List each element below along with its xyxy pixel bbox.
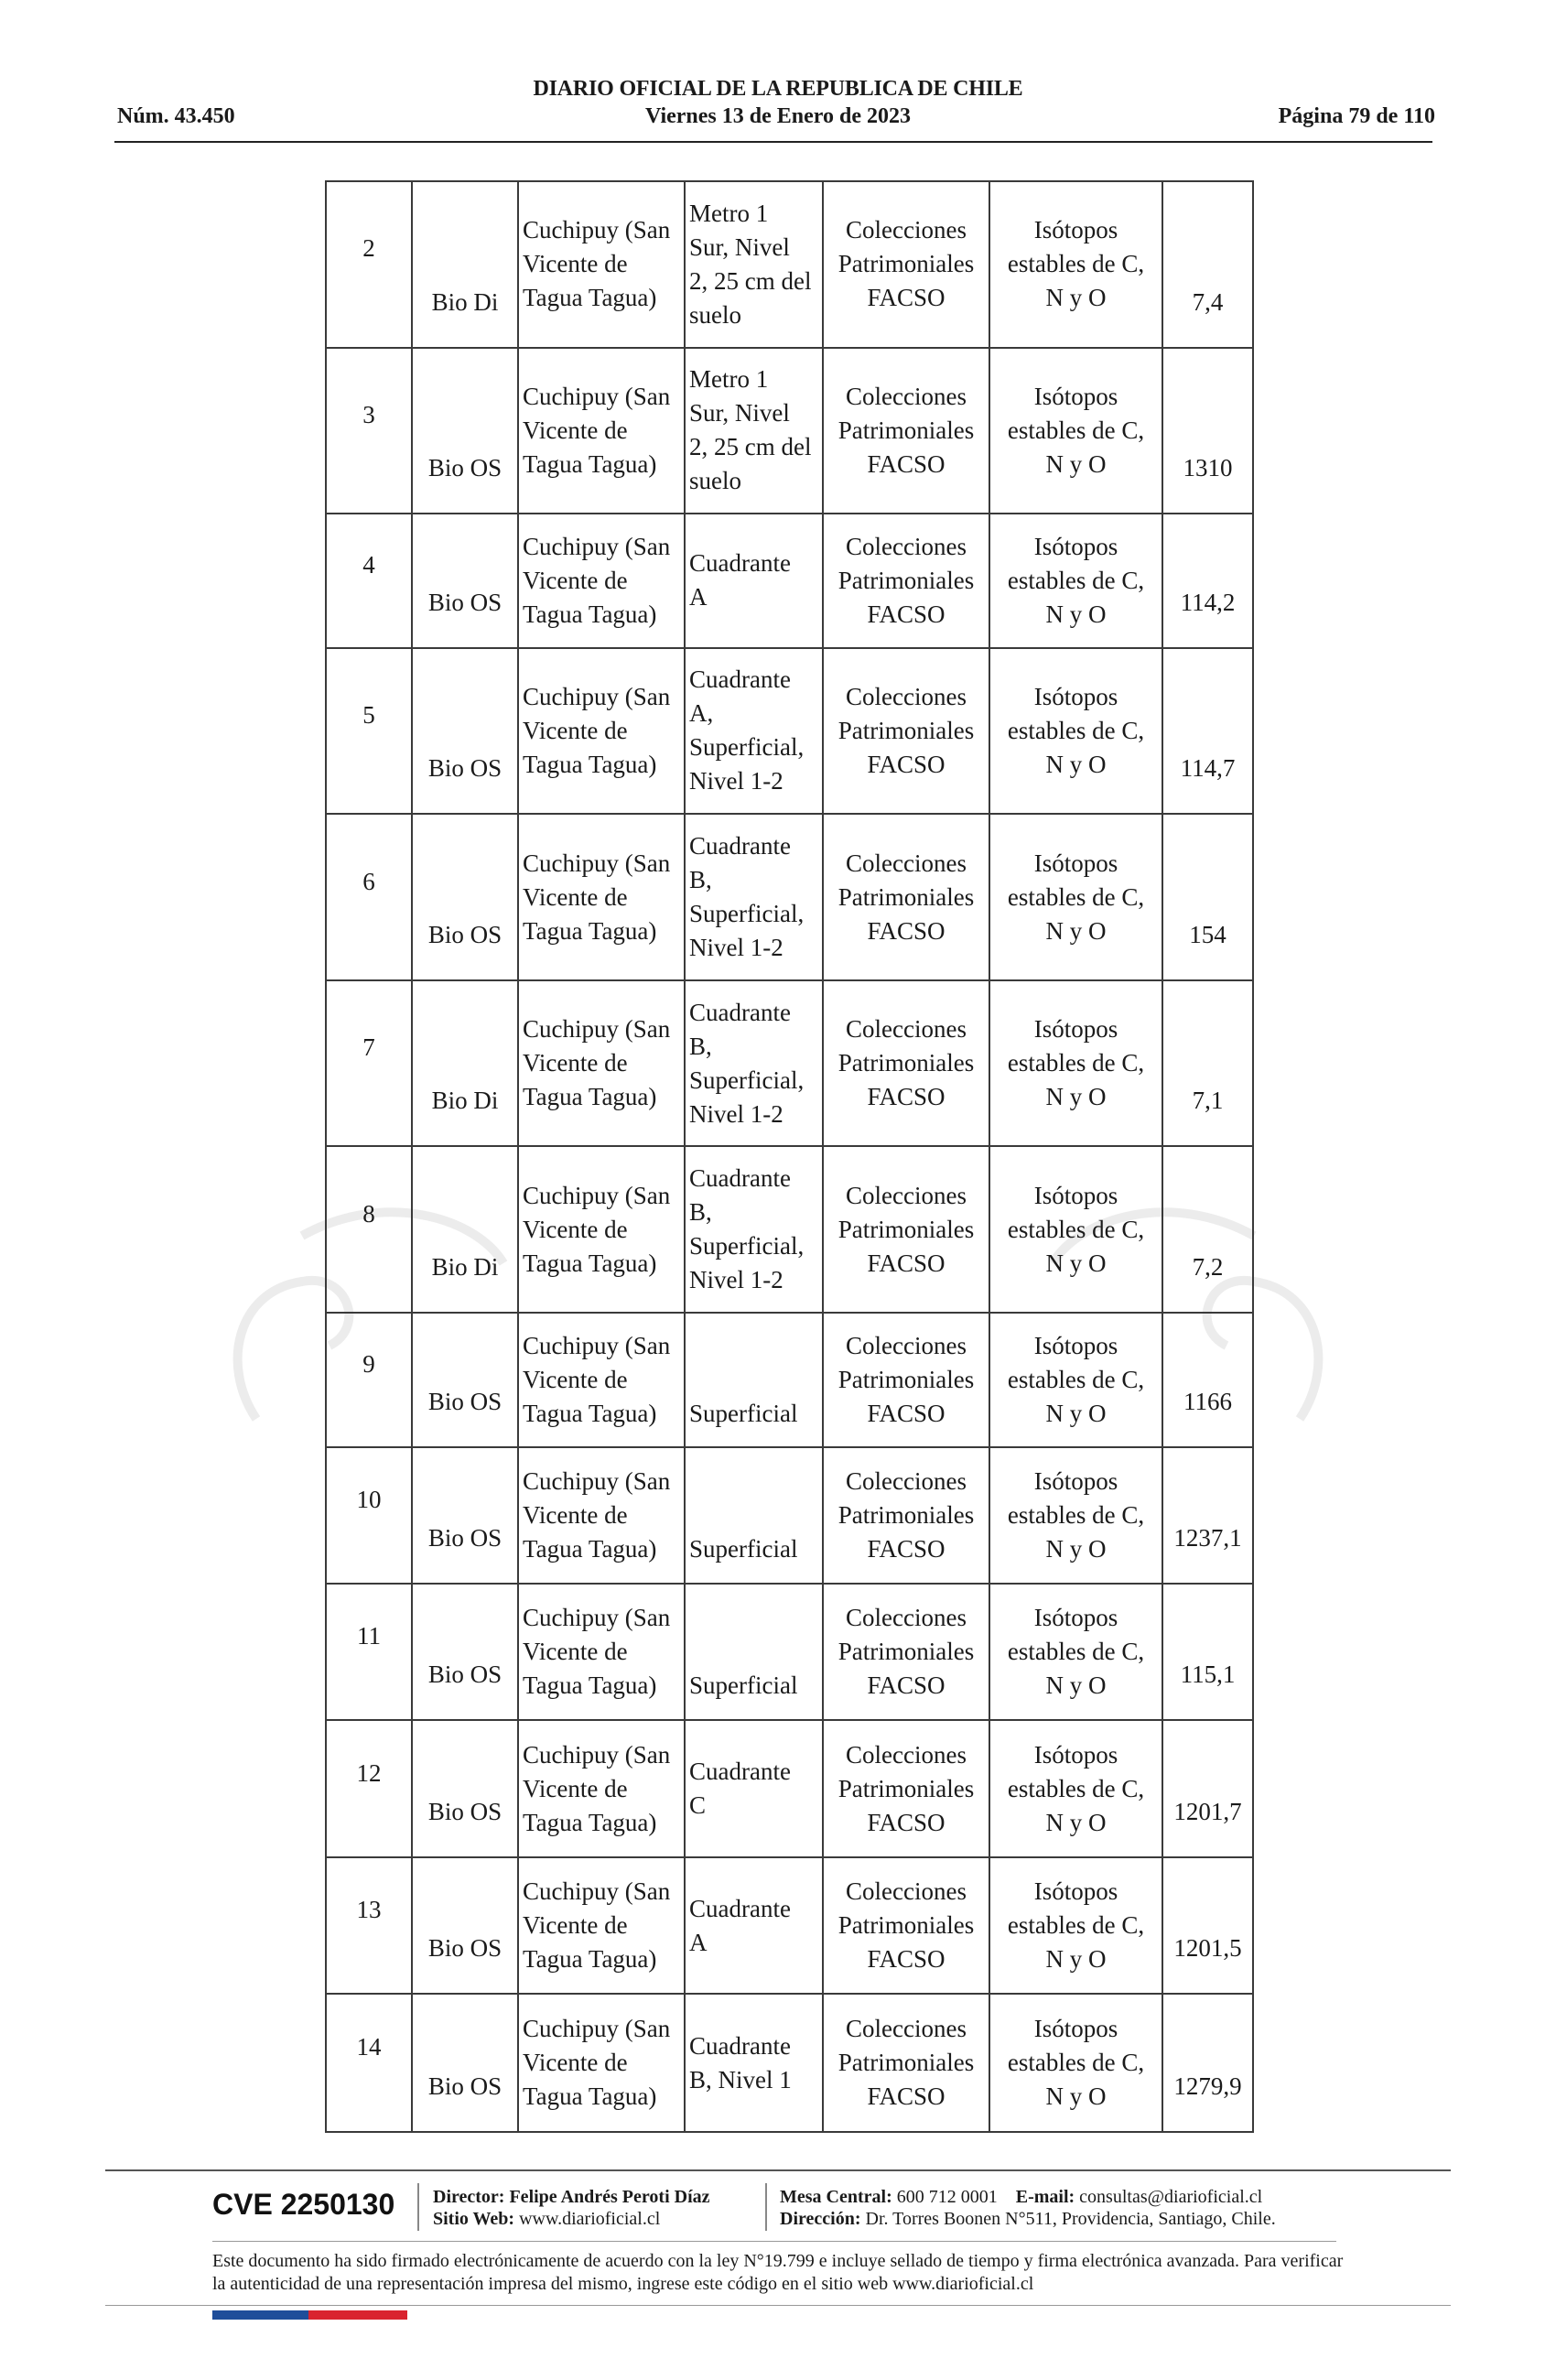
cve-code: CVE 2250130: [212, 2188, 395, 2221]
sample-code-cell: [412, 1857, 518, 1994]
sample-value-cell: [1162, 1313, 1253, 1446]
site-location: Cuchipuy (San Vicente de Tagua Tagua): [523, 1740, 671, 1836]
analysis-type-cell: [989, 514, 1162, 647]
analysis-type-cell: [989, 1994, 1162, 2132]
legal-notice: Este documento ha sido firmado electrónicamente de acuerdo con la ley N°19.799 e incluye sellado de tiempo y firma electrónica avanzada. Para verificar la autenticidad de una representación impresa del mismo, ingrese este código en el sitio web www.diarioficial.cl: [212, 2251, 1344, 2294]
analysis-type-cell: [989, 648, 1162, 815]
analysis-type: Isótopos estables de C, N y O: [1007, 1331, 1145, 1427]
row-number: 5: [362, 700, 375, 729]
provenance-cell: [685, 1447, 823, 1584]
row-number-cell: [326, 1146, 412, 1313]
collection: Colecciones Patrimoniales FACSO: [837, 382, 975, 478]
collection-cell: [823, 348, 989, 514]
row-number: 8: [362, 1199, 375, 1228]
sample-code: Bio OS: [427, 1934, 502, 1963]
provenance-cell: [685, 1313, 823, 1446]
row-number-cell: [326, 1994, 412, 2132]
table-row: [326, 348, 1253, 514]
row-number: 12: [356, 1758, 382, 1787]
sample-value: 154: [1189, 920, 1226, 948]
sample-code-cell: [412, 1447, 518, 1584]
provenance-cell: [685, 1584, 823, 1720]
row-number: 3: [362, 400, 375, 428]
analysis-type: Isótopos estables de C, N y O: [1007, 1604, 1145, 1700]
analysis-type-cell: [989, 980, 1162, 1147]
row-number: 14: [356, 2033, 382, 2061]
provenance-cell: [685, 1146, 823, 1313]
collection-cell: [823, 514, 989, 647]
sample-code: Bio OS: [427, 1661, 502, 1689]
table-row: [326, 648, 1253, 815]
row-number: 10: [356, 1485, 382, 1513]
site-location: Cuchipuy (San Vicente de Tagua Tagua): [523, 1331, 671, 1427]
table-row: [326, 1313, 1253, 1446]
analysis-type-cell: [989, 1857, 1162, 1994]
analysis-type-cell: [989, 1146, 1162, 1313]
provenance-cell: [685, 648, 823, 815]
provenance: Cuadrante A: [689, 549, 791, 611]
sample-value: 1237,1: [1173, 1523, 1242, 1552]
provenance: Superficial: [689, 1671, 798, 1700]
website-label: Sitio Web:: [433, 2209, 515, 2229]
collection-cell: [823, 980, 989, 1147]
site-location-cell: [518, 181, 685, 348]
collection-cell: [823, 1720, 989, 1856]
footer-divider: [105, 2305, 1451, 2306]
footer-separator: [417, 2183, 419, 2231]
analysis-type-cell: [989, 814, 1162, 980]
table-row: [326, 1720, 1253, 1856]
row-number: 11: [357, 1622, 381, 1650]
director-label: Director:: [433, 2187, 505, 2207]
site-location: Cuchipuy (San Vicente de Tagua Tagua): [523, 532, 671, 628]
collection: Colecciones Patrimoniales FACSO: [837, 682, 975, 778]
analysis-type: Isótopos estables de C, N y O: [1007, 1877, 1145, 1974]
provenance: Metro 1 Sur, Nivel 2, 25 cm del suelo: [689, 365, 812, 495]
sample-code: Bio OS: [427, 1387, 502, 1415]
sample-value: 1279,9: [1173, 2072, 1242, 2100]
sample-code-cell: [412, 181, 518, 348]
address-text: Dr. Torres Boonen N°511, Providencia, Santiago, Chile.: [865, 2209, 1276, 2229]
analysis-type: Isótopos estables de C, N y O: [1007, 849, 1145, 945]
analysis-type-cell: [989, 1584, 1162, 1720]
row-number-cell: [326, 980, 412, 1147]
flag-stripe-red: [308, 2310, 407, 2320]
site-location-cell: [518, 514, 685, 647]
sample-value: 7,4: [1192, 287, 1224, 316]
collection: Colecciones Patrimoniales FACSO: [837, 532, 975, 628]
collection-cell: [823, 1313, 989, 1446]
site-location: Cuchipuy (San Vicente de Tagua Tagua): [523, 1466, 671, 1563]
sample-value-cell: [1162, 980, 1253, 1147]
sample-code-cell: [412, 348, 518, 514]
header-divider: [114, 141, 1432, 143]
collection: Colecciones Patrimoniales FACSO: [837, 1466, 975, 1563]
sample-value: 115,1: [1180, 1661, 1236, 1689]
sample-code-cell: [412, 648, 518, 815]
table-row: [326, 1584, 1253, 1720]
sample-code: Bio OS: [427, 588, 502, 616]
sample-code-cell: [412, 1994, 518, 2132]
sample-code: Bio OS: [427, 1523, 502, 1552]
site-location: Cuchipuy (San Vicente de Tagua Tagua): [523, 1877, 671, 1974]
row-number: 9: [362, 1349, 375, 1378]
row-number: 6: [362, 867, 375, 895]
collection: Colecciones Patrimoniales FACSO: [837, 1740, 975, 1836]
sample-code: Bio Di: [431, 287, 499, 316]
footer-divider: [212, 2241, 1336, 2242]
collection-cell: [823, 1857, 989, 1994]
site-location: Cuchipuy (San Vicente de Tagua Tagua): [523, 682, 671, 778]
sample-value: 1201,5: [1173, 1934, 1242, 1963]
table-row: [326, 1146, 1253, 1313]
sample-code: Bio Di: [431, 1253, 499, 1282]
provenance: Cuadrante B, Superficial, Nivel 1-2: [689, 832, 805, 962]
collection-cell: [823, 1994, 989, 2132]
email-label: E-mail:: [1015, 2187, 1075, 2207]
collection-cell: [823, 1584, 989, 1720]
footer-divider: [105, 2169, 1451, 2171]
sample-value: 7,2: [1192, 1253, 1224, 1282]
site-location-cell: [518, 1857, 685, 1994]
provenance-cell: [685, 181, 823, 348]
phone-label: Mesa Central:: [780, 2187, 892, 2207]
site-location-cell: [518, 1313, 685, 1446]
table-row: [326, 814, 1253, 980]
sample-value-cell: [1162, 1584, 1253, 1720]
sample-value: 1201,7: [1173, 1797, 1242, 1825]
collection: Colecciones Patrimoniales FACSO: [837, 1877, 975, 1974]
site-location: Cuchipuy (San Vicente de Tagua Tagua): [523, 216, 671, 312]
sample-code-cell: [412, 1146, 518, 1313]
collection: Colecciones Patrimoniales FACSO: [837, 1181, 975, 1277]
sample-value-cell: [1162, 648, 1253, 815]
sample-code: Bio OS: [427, 2072, 502, 2100]
row-number-cell: [326, 514, 412, 647]
collection-cell: [823, 814, 989, 980]
sample-code-cell: [412, 1720, 518, 1856]
contact-info: [780, 2186, 1276, 2230]
sample-code: Bio OS: [427, 1797, 502, 1825]
analysis-type-cell: [989, 348, 1162, 514]
sample-value-cell: [1162, 1447, 1253, 1584]
provenance: Superficial: [689, 1399, 798, 1427]
sample-value: 114,2: [1180, 588, 1236, 616]
website-link[interactable]: www.diarioficial.cl: [519, 2209, 661, 2229]
site-location-cell: [518, 980, 685, 1147]
analysis-type-cell: [989, 181, 1162, 348]
row-number-cell: [326, 1447, 412, 1584]
site-location-cell: [518, 814, 685, 980]
site-location-cell: [518, 1146, 685, 1313]
sample-value: 7,1: [1192, 1087, 1224, 1115]
analysis-type: Isótopos estables de C, N y O: [1007, 1015, 1145, 1111]
provenance-cell: [685, 514, 823, 647]
provenance: Cuadrante A, Superficial, Nivel 1-2: [689, 665, 805, 795]
issue-number: Núm. 43.450: [117, 104, 235, 128]
sample-code: Bio OS: [427, 754, 502, 783]
footer-separator: [765, 2183, 767, 2231]
row-number: 7: [362, 1033, 375, 1062]
provenance: Cuadrante B, Superficial, Nivel 1-2: [689, 998, 805, 1128]
provenance: Cuadrante B, Nivel 1: [689, 2031, 792, 2093]
analysis-type: Isótopos estables de C, N y O: [1007, 1181, 1145, 1277]
phone-number: 600 712 0001: [896, 2187, 998, 2207]
provenance-cell: [685, 348, 823, 514]
address-label: Dirección:: [780, 2209, 861, 2229]
sample-value-cell: [1162, 1994, 1253, 2132]
analysis-type-cell: [989, 1720, 1162, 1856]
table-row: [326, 1857, 1253, 1994]
email-link[interactable]: consultas@diarioficial.cl: [1079, 2187, 1263, 2207]
provenance-cell: [685, 1720, 823, 1856]
collection: Colecciones Patrimoniales FACSO: [837, 216, 975, 312]
provenance: Superficial: [689, 1534, 798, 1563]
collection-cell: [823, 648, 989, 815]
provenance: Metro 1 Sur, Nivel 2, 25 cm del suelo: [689, 199, 812, 329]
analysis-type: Isótopos estables de C, N y O: [1007, 2015, 1145, 2111]
director-info: [433, 2186, 710, 2230]
table-row: [326, 514, 1253, 647]
sample-code: Bio OS: [427, 920, 502, 948]
sample-value-cell: [1162, 1146, 1253, 1313]
provenance: Cuadrante A: [689, 1894, 791, 1956]
collection-cell: [823, 1146, 989, 1313]
table-row: [326, 1994, 1253, 2132]
row-number-cell: [326, 648, 412, 815]
row-number: 13: [356, 1896, 382, 1924]
provenance-cell: [685, 1994, 823, 2132]
table-row: [326, 181, 1253, 348]
analysis-type: Isótopos estables de C, N y O: [1007, 682, 1145, 778]
site-location: Cuchipuy (San Vicente de Tagua Tagua): [523, 2015, 671, 2111]
table-row: [326, 980, 1253, 1147]
site-location: Cuchipuy (San Vicente de Tagua Tagua): [523, 1604, 671, 1700]
sample-code-cell: [412, 1584, 518, 1720]
flag-stripe-blue: [212, 2310, 308, 2320]
row-number-cell: [326, 814, 412, 980]
samples-table: [325, 180, 1254, 2133]
site-location-cell: [518, 1447, 685, 1584]
provenance-cell: [685, 980, 823, 1147]
provenance: Cuadrante B, Superficial, Nivel 1-2: [689, 1164, 805, 1294]
site-location: Cuchipuy (San Vicente de Tagua Tagua): [523, 849, 671, 945]
row-number: 4: [362, 550, 375, 579]
sample-code-cell: [412, 514, 518, 647]
page-indicator: Página 79 de 110: [1278, 104, 1435, 128]
collection: Colecciones Patrimoniales FACSO: [837, 1604, 975, 1700]
site-location-cell: [518, 1584, 685, 1720]
row-number-cell: [326, 1857, 412, 1994]
sample-value-cell: [1162, 1720, 1253, 1856]
sample-value: 1166: [1183, 1387, 1232, 1415]
site-location-cell: [518, 648, 685, 815]
row-number-cell: [326, 181, 412, 348]
collection-cell: [823, 1447, 989, 1584]
site-location: Cuchipuy (San Vicente de Tagua Tagua): [523, 1181, 671, 1277]
sample-code: Bio OS: [427, 454, 502, 482]
sample-value-cell: [1162, 1857, 1253, 1994]
collection: Colecciones Patrimoniales FACSO: [837, 1331, 975, 1427]
provenance-cell: [685, 1857, 823, 1994]
sample-value-cell: [1162, 348, 1253, 514]
collection-cell: [823, 181, 989, 348]
collection: Colecciones Patrimoniales FACSO: [837, 2015, 975, 2111]
row-number-cell: [326, 1313, 412, 1446]
sample-value: 114,7: [1180, 754, 1236, 783]
analysis-type-cell: [989, 1447, 1162, 1584]
analysis-type: Isótopos estables de C, N y O: [1007, 1740, 1145, 1836]
analysis-type: Isótopos estables de C, N y O: [1007, 1466, 1145, 1563]
site-location-cell: [518, 1720, 685, 1856]
site-location-cell: [518, 1994, 685, 2132]
sample-code: Bio Di: [431, 1087, 499, 1115]
provenance-cell: [685, 814, 823, 980]
site-location: Cuchipuy (San Vicente de Tagua Tagua): [523, 1015, 671, 1111]
newspaper-title: DIARIO OFICIAL DE LA REPUBLICA DE CHILE: [533, 77, 1023, 101]
site-location-cell: [518, 348, 685, 514]
row-number-cell: [326, 1720, 412, 1856]
sample-value-cell: [1162, 514, 1253, 647]
analysis-type: Isótopos estables de C, N y O: [1007, 216, 1145, 312]
sample-code-cell: [412, 814, 518, 980]
sample-code-cell: [412, 1313, 518, 1446]
site-location: Cuchipuy (San Vicente de Tagua Tagua): [523, 382, 671, 478]
sample-value-cell: [1162, 814, 1253, 980]
row-number-cell: [326, 1584, 412, 1720]
row-number: 2: [362, 234, 375, 263]
analysis-type-cell: [989, 1313, 1162, 1446]
table-row: [326, 1447, 1253, 1584]
issue-date: Viernes 13 de Enero de 2023: [645, 104, 911, 128]
analysis-type: Isótopos estables de C, N y O: [1007, 532, 1145, 628]
sample-value: 1310: [1183, 454, 1233, 482]
row-number-cell: [326, 348, 412, 514]
collection: Colecciones Patrimoniales FACSO: [837, 849, 975, 945]
analysis-type: Isótopos estables de C, N y O: [1007, 382, 1145, 478]
provenance: Cuadrante C: [689, 1758, 791, 1820]
sample-value-cell: [1162, 181, 1253, 348]
sample-code-cell: [412, 980, 518, 1147]
collection: Colecciones Patrimoniales FACSO: [837, 1015, 975, 1111]
director-name: Felipe Andrés Peroti Díaz: [509, 2187, 710, 2207]
